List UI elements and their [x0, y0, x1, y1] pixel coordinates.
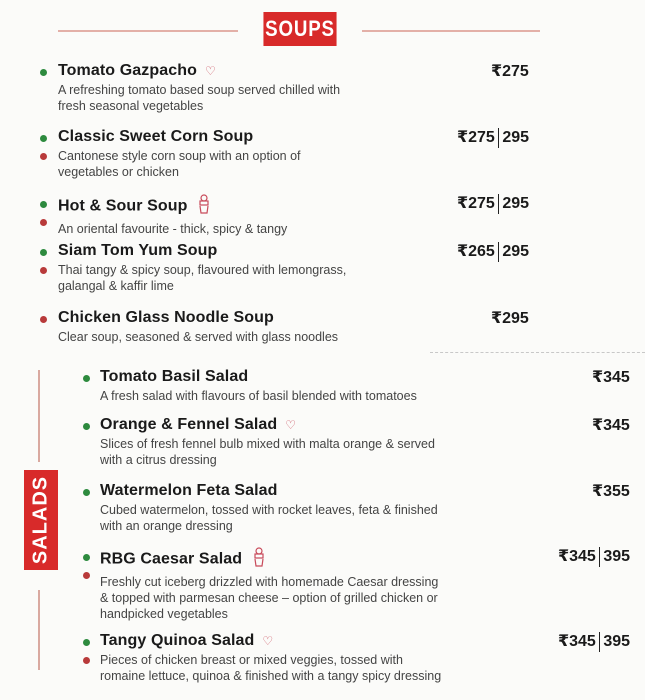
price-separator [599, 632, 601, 652]
item-description [58, 148, 301, 180]
item-name-text: Tomato Gazpacho [58, 62, 197, 79]
menu-item [58, 128, 301, 180]
item-name [58, 242, 346, 260]
item-description [100, 436, 435, 468]
item-name-text: Tomato Basil Salad [100, 368, 249, 385]
description-line: & topped with parmesan cheese – option of grilled chicken or [100, 591, 438, 605]
item-description [100, 652, 441, 684]
price-secondary: 295 [502, 195, 530, 212]
nonveg-dot-icon [40, 219, 47, 226]
salads-heading-badge [24, 470, 58, 570]
description-line: Thai tangy & spicy soup, flavoured with lemongrass, [58, 263, 347, 277]
menu-item [58, 194, 287, 237]
description-line: vegetables or chicken [58, 165, 179, 179]
menu-item [58, 309, 338, 345]
price-separator [599, 547, 601, 567]
price-separator [498, 194, 500, 214]
salads-rule-top [38, 370, 40, 462]
item-name-text: Siam Tom Yum Soup [58, 242, 218, 259]
item-name-text: Tangy Quinoa Salad [100, 632, 255, 649]
item-name-text: Watermelon Feta Salad [100, 482, 278, 499]
price-primary: ₹345 [558, 548, 596, 565]
menu-item [100, 632, 441, 684]
menu-item [100, 416, 435, 468]
description-line: with a citrus dressing [100, 453, 217, 467]
description-line: Cantonese style corn soup with an option of [58, 149, 301, 163]
veg-dot-icon [40, 201, 47, 208]
menu-item [100, 547, 438, 622]
item-price [592, 415, 630, 435]
veg-dot-icon [83, 423, 90, 430]
price-secondary: 395 [603, 633, 631, 650]
item-price [491, 308, 529, 328]
item-name [100, 368, 417, 386]
price-primary: ₹355 [592, 483, 630, 500]
item-description [58, 221, 287, 237]
chef-icon [252, 547, 266, 572]
description-line: Clear soup, seasoned & served with glass noodles [58, 330, 339, 344]
chef-icon [197, 194, 211, 219]
item-name [58, 309, 338, 327]
nonveg-dot-icon [83, 572, 90, 579]
salads-heading: SALADS [29, 475, 52, 565]
item-description [100, 502, 438, 534]
description-line: with an orange dressing [100, 519, 233, 533]
price-separator [498, 242, 500, 262]
item-description [100, 388, 417, 404]
item-price [592, 367, 630, 387]
description-line: handpicked vegetables [100, 607, 228, 621]
item-name-text: Hot & Sour Soup [58, 197, 188, 215]
description-line: Slices of fresh fennel bulb mixed with malta orange & served [100, 437, 435, 451]
menu-item [58, 242, 346, 294]
description-line: A fresh salad with flavours of basil blended with tomatoes [100, 389, 417, 403]
price-secondary: 295 [502, 129, 530, 146]
veg-dot-icon [83, 489, 90, 496]
item-name [58, 128, 301, 146]
item-description [58, 262, 346, 294]
section-divider [430, 352, 645, 353]
nonveg-dot-icon [40, 316, 47, 323]
item-description [100, 574, 438, 622]
item-price [457, 241, 529, 262]
item-name [58, 62, 340, 80]
veg-dot-icon [40, 135, 47, 142]
item-price [558, 631, 630, 652]
description-line: An oriental favourite - thick, spicy & tangy [58, 222, 288, 236]
heart-icon: ♡ [285, 417, 297, 432]
item-name-text: RBG Caesar Salad [100, 550, 243, 568]
price-primary: ₹275 [457, 195, 495, 212]
item-name-text: Orange & Fennel Salad [100, 416, 278, 433]
price-primary: ₹345 [558, 633, 596, 650]
item-name-text: Classic Sweet Corn Soup [58, 128, 254, 145]
price-separator [498, 128, 500, 148]
price-secondary: 295 [502, 243, 530, 260]
heart-icon: ♡ [262, 633, 274, 648]
price-secondary: 395 [603, 548, 631, 565]
menu-item [100, 368, 417, 404]
description-line: A refreshing tomato based soup served chilled with [58, 83, 341, 97]
item-name-text: Chicken Glass Noodle Soup [58, 309, 274, 326]
veg-dot-icon [83, 375, 90, 382]
soups-heading: SOUPS [263, 12, 336, 46]
menu-item [58, 62, 340, 114]
item-price [592, 481, 630, 501]
soups-header [0, 10, 645, 50]
item-name [100, 482, 438, 500]
veg-dot-icon [40, 69, 47, 76]
item-name [58, 194, 287, 219]
nonveg-dot-icon [40, 153, 47, 160]
veg-dot-icon [83, 639, 90, 646]
description-line: Pieces of chicken breast or mixed veggies, tossed with [100, 653, 403, 667]
heart-icon: ♡ [205, 63, 216, 78]
menu-item [100, 482, 438, 534]
price-primary: ₹275 [491, 63, 529, 80]
price-primary: ₹265 [457, 243, 495, 260]
veg-dot-icon [40, 249, 47, 256]
item-price [457, 193, 529, 214]
description-line: galangal & kaffir lime [58, 279, 174, 293]
item-name [100, 547, 438, 572]
nonveg-dot-icon [40, 267, 47, 274]
nonveg-dot-icon [83, 657, 90, 664]
description-line: romaine lettuce, quinoa & finished with a tangy spicy dressing [100, 669, 442, 683]
price-primary: ₹345 [592, 417, 630, 434]
item-price [457, 127, 529, 148]
price-primary: ₹275 [457, 129, 495, 146]
description-line: fresh seasonal vegetables [58, 99, 204, 113]
veg-dot-icon [83, 554, 90, 561]
price-primary: ₹345 [592, 369, 630, 386]
price-primary: ₹295 [491, 310, 529, 327]
item-description [58, 329, 338, 345]
description-line: Cubed watermelon, tossed with rocket leaves, feta & finished [100, 503, 438, 517]
item-price [491, 61, 529, 81]
item-name [100, 632, 441, 650]
item-price [558, 546, 630, 567]
description-line: Freshly cut iceberg drizzled with homemade Caesar dressing [100, 575, 439, 589]
header-rule-right [362, 30, 540, 32]
item-description [58, 82, 340, 114]
header-rule-left [58, 30, 238, 32]
item-name [100, 416, 435, 434]
salads-rule-bottom [38, 590, 40, 670]
